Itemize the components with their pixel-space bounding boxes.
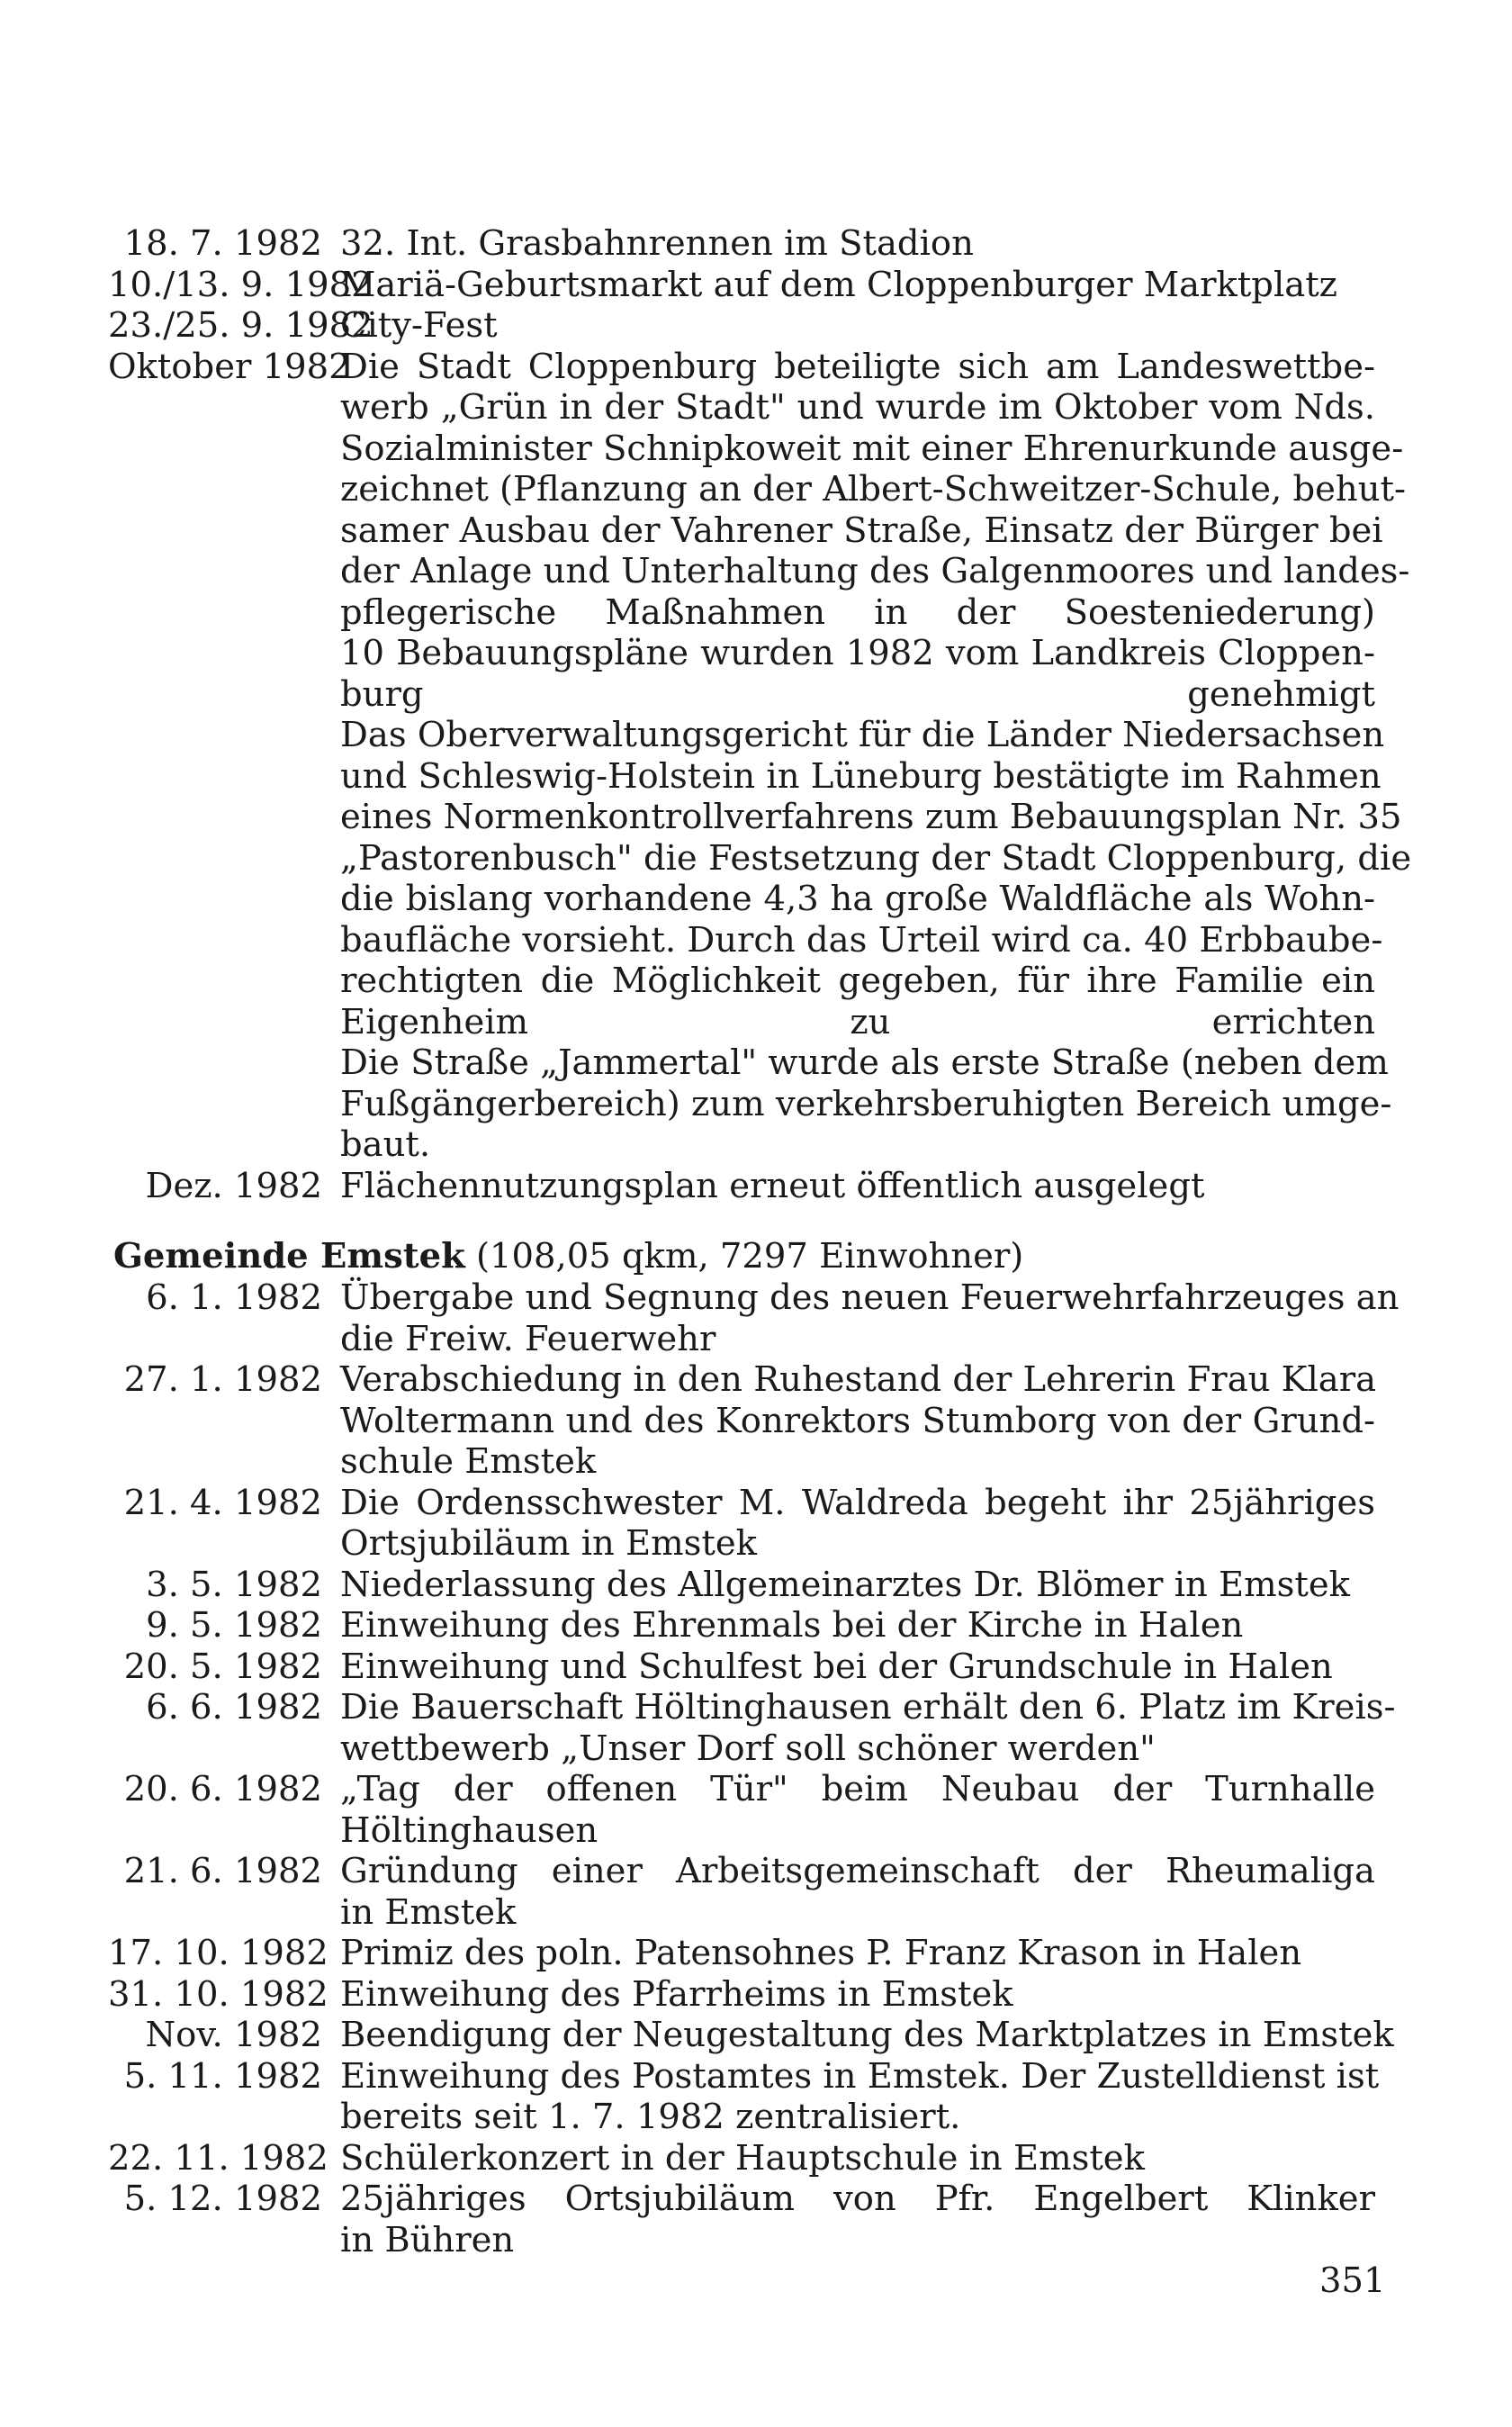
entry-date: 17. 10. 1982 — [108, 1933, 328, 1973]
entry-description — [340, 1166, 1375, 1207]
entry-text-line: 25jähriges Ortsjubiläum von Pfr. Engelbert Klinker — [340, 2179, 1375, 2219]
entry-text-line: Fußgängerbereich) zum verkehrsberuhigten Bereich umge- — [340, 1083, 1392, 1124]
chronicle-entry — [108, 2138, 1395, 2179]
entry-text-line: samer Ausbau der Vahrener Straße, Einsatz der Bürger bei — [340, 510, 1383, 551]
entry-description — [340, 1769, 1375, 1851]
entry-date: 18. 7. 1982 — [123, 223, 322, 264]
entry-date: 20. 5. 1982 — [123, 1646, 322, 1687]
entry-date: 9. 5. 1982 — [146, 1605, 322, 1646]
entry-text-line: und Schleswig-Holstein in Lüneburg bestätigte im Rahmen — [340, 755, 1382, 797]
municipality-details: (108,05 qkm, 7297 Einwohner) — [464, 1236, 1024, 1277]
entry-description — [340, 305, 1375, 347]
entry-text-line: Niederlassung des Allgemeinarztes Dr. Blömer in Emstek — [340, 1564, 1350, 1605]
entry-text-line: baufläche vorsieht. Durch das Urteil wird ca. 40 Erbbaube- — [340, 919, 1383, 961]
entry-date: 23./25. 9. 1982 — [108, 305, 374, 346]
entry-text-line: Einweihung des Pfarrheims in Emstek — [340, 1973, 1013, 2015]
emstek-chronicle — [108, 1277, 1400, 2260]
entry-description — [340, 1565, 1375, 1606]
chronicle-entry — [108, 1359, 1395, 1483]
chronicle-entry — [108, 1769, 1395, 1851]
entry-text-line: in Bühren — [340, 2219, 515, 2260]
entry-text-line: Primiz des poln. Patensohnes P. Franz Krason in Halen — [340, 1933, 1302, 1973]
entry-text-line: Sozialminister Schnipkoweit mit einer Ehrenurkunde ausge- — [340, 428, 1404, 469]
entry-text-line: wettbewerb „Unser Dorf soll schöner werden" — [340, 1728, 1156, 1769]
entry-text-line: 32. Int. Grasbahnrennen im Stadion — [340, 223, 974, 264]
entry-text-line: Ortsjubiläum in Emstek — [340, 1523, 757, 1564]
entry-text-line: Übergabe und Segnung des neuen Feuerwehrfahrzeuges an — [340, 1277, 1400, 1318]
chronicle-entry — [108, 1277, 1400, 1359]
entry-description — [340, 346, 1412, 1166]
entry-description — [340, 2055, 1380, 2138]
entry-text-line: Die Bauerschaft Höltinghausen erhält den 6. Platz im Kreis- — [340, 1687, 1396, 1728]
entry-text-line: Höltinghausen — [340, 1809, 598, 1851]
chronicle-entry — [108, 346, 1412, 1166]
entry-text-line: Schülerkonzert in der Hauptschule in Emstek — [340, 2137, 1145, 2179]
entry-text-line: zeichnet (Pflanzung an der Albert-Schweitzer-Schule, behut- — [340, 469, 1406, 510]
entry-description — [340, 265, 1375, 306]
entry-date: 31. 10. 1982 — [108, 1973, 328, 2015]
entry-text-line: „Tag der offenen Tür" beim Neubau der Turnhalle — [340, 1769, 1375, 1809]
entry-text-line: „Pastorenbusch" die Festsetzung der Stadt Cloppenburg, die — [340, 837, 1412, 879]
entry-date: Oktober 1982 — [108, 346, 351, 387]
entry-text-line: die Freiw. Feuerwehr — [340, 1318, 716, 1359]
entry-text-line: bereits seit 1. 7. 1982 zentralisiert. — [340, 2097, 961, 2137]
entry-text-line: Das Oberverwaltungsgericht für die Länder Niedersachsen — [340, 715, 1385, 755]
entry-date: Nov. 1982 — [145, 2015, 322, 2055]
chronicle-entry — [108, 1166, 1395, 1207]
entry-text-line: die bislang vorhandene 4,3 ha große Waldfläche als Wohn- — [340, 879, 1375, 919]
entry-text-line: werb „Grün in der Stadt" und wurde im Oktober vom Nds. — [340, 387, 1375, 428]
entry-text-line: burg genehmigt — [340, 673, 1375, 715]
chronicle-entry — [108, 1647, 1395, 1688]
entry-description — [340, 2179, 1375, 2260]
entry-date: 22. 11. 1982 — [108, 2137, 328, 2179]
entry-date: Dez. 1982 — [145, 1165, 322, 1206]
entry-date: 6. 1. 1982 — [146, 1277, 322, 1318]
entry-description — [340, 1687, 1396, 1769]
entry-date: 21. 6. 1982 — [123, 1851, 322, 1891]
chronicle-entry — [108, 223, 1395, 265]
entry-date: 3. 5. 1982 — [146, 1564, 322, 1605]
chronicle-entry — [108, 2179, 1395, 2260]
entry-description — [340, 1359, 1375, 1483]
cloppenburg-chronicle — [108, 223, 1412, 1206]
chronicle-entry — [108, 1565, 1395, 1606]
entry-description — [340, 223, 1375, 265]
chronicle-entry — [108, 1687, 1395, 1769]
entry-text-line: Die Ordensschwester M. Waldreda begeht ihr 25jähriges — [340, 1482, 1375, 1523]
entry-date: 6. 6. 1982 — [146, 1687, 322, 1728]
entry-text-line: City-Fest — [340, 305, 498, 346]
chronicle-entry — [108, 305, 1395, 347]
entry-description — [340, 1933, 1375, 1974]
entry-description — [340, 2138, 1375, 2179]
section-heading-emstek — [113, 1236, 1023, 1277]
entry-text-line: schule Emstek — [340, 1441, 597, 1482]
entry-text-line: pflegerische Maßnahmen in der Soesteniederung) — [340, 591, 1375, 633]
entry-description — [340, 1605, 1375, 1647]
entry-text-line: Die Straße „Jammertal" wurde als erste Straße (neben dem — [340, 1042, 1389, 1083]
municipality-name: Gemeinde Emstek — [113, 1236, 465, 1277]
entry-description — [340, 1851, 1375, 1933]
chronicle-entry — [108, 265, 1395, 306]
entry-date: 21. 4. 1982 — [123, 1482, 322, 1523]
chronicle-entry — [108, 1933, 1395, 1974]
chronicle-entry — [108, 1851, 1395, 1933]
entry-date: 10./13. 9. 1982 — [108, 264, 374, 305]
entry-text-line: in Emstek — [340, 1891, 517, 1933]
entry-text-line: Gründung einer Arbeitsgemeinschaft der Rheumaliga — [340, 1851, 1375, 1891]
entry-description — [340, 1647, 1375, 1688]
entry-description — [340, 1483, 1375, 1565]
entry-text-line: baut. — [340, 1124, 431, 1165]
entry-date: 5. 11. 1982 — [123, 2055, 322, 2097]
entry-text-line: Verabschiedung in den Ruhestand der Lehrerin Frau Klara — [340, 1359, 1377, 1400]
entry-text-line: Einweihung des Postamtes in Emstek. Der Zustelldienst ist — [340, 2055, 1380, 2097]
chronicle-entry — [108, 1605, 1395, 1647]
entry-date: 27. 1. 1982 — [123, 1359, 322, 1400]
chronicle-entry — [108, 1974, 1395, 2016]
chronicle-entry — [108, 2015, 1395, 2056]
entry-text-line: Beendigung der Neugestaltung des Marktplatzes in Emstek — [340, 2015, 1394, 2055]
entry-description — [340, 2015, 1394, 2056]
entry-text-line: Die Stadt Cloppenburg beteiligte sich am Landeswettbe- — [340, 346, 1375, 387]
entry-text-line: der Anlage und Unterhaltung des Galgenmoores und landes- — [340, 551, 1410, 591]
entry-description — [340, 1277, 1400, 1359]
entry-date: 5. 12. 1982 — [123, 2179, 322, 2219]
page-number: 351 — [1319, 2260, 1386, 2301]
entry-text-line: Einweihung des Ehrenmals bei der Kirche in Halen — [340, 1605, 1244, 1646]
entry-text-line: eines Normenkontrollverfahrens zum Bebauungsplan Nr. 35 — [340, 797, 1402, 837]
entry-text-line: 10 Bebauungspläne wurden 1982 vom Landkreis Cloppen- — [340, 633, 1375, 673]
entry-date: 20. 6. 1982 — [123, 1769, 322, 1809]
entry-text-line: Eigenheim zu errichten — [340, 1001, 1375, 1042]
entry-text-line: Mariä-Geburtsmarkt auf dem Cloppenburger Marktplatz — [340, 264, 1337, 305]
entry-description — [340, 1974, 1375, 2016]
chronicle-entry — [108, 2056, 1395, 2138]
entry-text-line: Woltermann und des Konrektors Stumborg von der Grund- — [340, 1400, 1375, 1441]
chronicle-entry — [108, 1483, 1395, 1565]
entry-text-line: rechtigten die Möglichkeit gegeben, für ihre Familie ein — [340, 961, 1375, 1001]
entry-text-line: Flächennutzungsplan erneut öffentlich ausgelegt — [340, 1165, 1205, 1206]
entry-text-line: Einweihung und Schulfest bei der Grundschule in Halen — [340, 1646, 1333, 1687]
